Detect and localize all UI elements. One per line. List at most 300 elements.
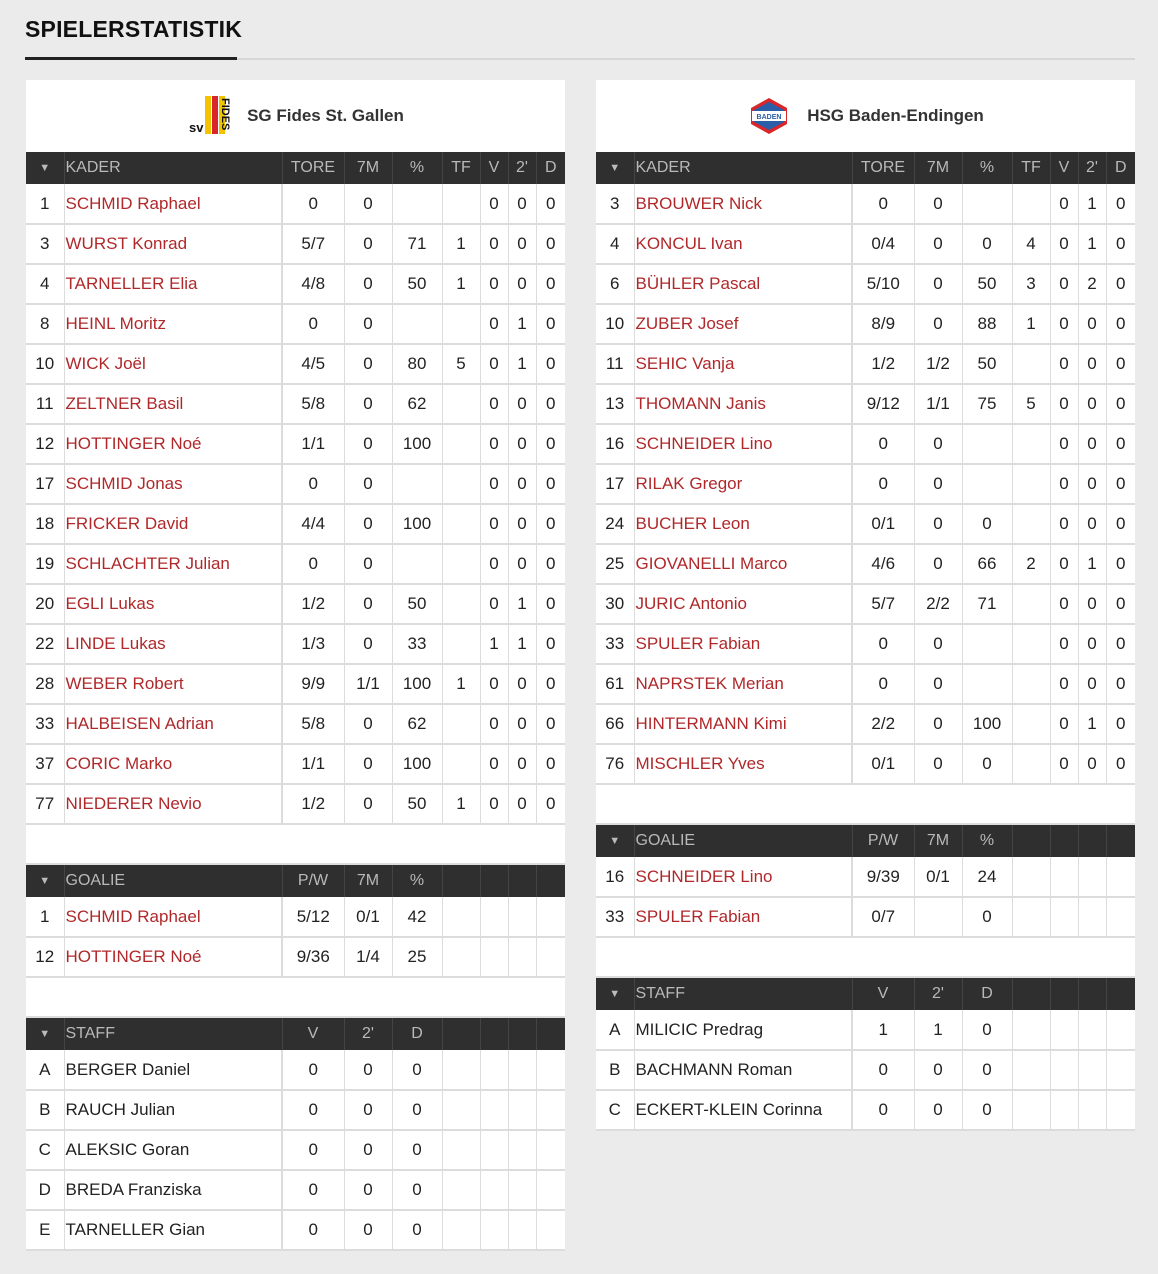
stat-cell: 0: [536, 744, 565, 784]
stat-cell: 0: [508, 704, 536, 744]
empty-cell: [1050, 897, 1078, 937]
stat-cell: 0: [962, 1090, 1012, 1130]
stat-cell: 0: [1106, 544, 1135, 584]
empty-cell: [1106, 897, 1135, 937]
player-row: [596, 384, 1135, 424]
goalie-row: [26, 937, 565, 977]
stat-cell: 1/1: [344, 664, 392, 704]
stat-cell: 0: [1050, 664, 1078, 704]
player-row: [26, 704, 565, 744]
staff-name: ALEKSIC Goran: [64, 1130, 282, 1170]
stat-cell: 80: [392, 344, 442, 384]
player-name-link[interactable]: HEINL Moritz: [64, 304, 282, 344]
stat-cell: 1/2: [282, 784, 344, 824]
stat-cell: 0: [852, 624, 914, 664]
staff-name: BACHMANN Roman: [634, 1050, 852, 1090]
stat-cell: 0: [914, 544, 962, 584]
empty-cell: [480, 1170, 508, 1210]
player-name-link[interactable]: TARNELLER Elia: [64, 264, 282, 304]
stat-cell: [442, 304, 480, 344]
player-name-link[interactable]: ZUBER Josef: [634, 304, 852, 344]
stat-cell: [442, 704, 480, 744]
jersey-number: 12: [26, 937, 64, 977]
column-header-empty: [1078, 825, 1106, 857]
table-spacer: [26, 977, 565, 1017]
empty-cell: [480, 1090, 508, 1130]
table-header-row: [596, 978, 1135, 1010]
player-name-link[interactable]: WURST Konrad: [64, 224, 282, 264]
player-name-link[interactable]: RILAK Gregor: [634, 464, 852, 504]
goalie-table: [26, 865, 565, 1018]
stat-cell: [392, 464, 442, 504]
stat-cell: [1012, 624, 1050, 664]
column-header: D: [392, 1018, 442, 1050]
stat-cell: 0: [344, 784, 392, 824]
column-header: %: [962, 825, 1012, 857]
jersey-number: 22: [26, 624, 64, 664]
stat-cell: 2/2: [852, 704, 914, 744]
stat-cell: 0: [914, 224, 962, 264]
stat-cell: 0: [852, 1050, 914, 1090]
stat-cell: 0: [1106, 384, 1135, 424]
stat-cell: 0: [852, 1090, 914, 1130]
column-header-empty: [1106, 978, 1135, 1010]
sort-toggle-icon[interactable]: ▼: [26, 865, 64, 897]
stat-cell: 0: [1106, 304, 1135, 344]
stat-cell: [962, 624, 1012, 664]
column-header-empty: [1012, 825, 1050, 857]
stat-cell: 0: [914, 664, 962, 704]
empty-cell: [442, 1210, 480, 1250]
table-header-row: [26, 865, 565, 897]
stat-cell: 0: [344, 624, 392, 664]
staff-role: D: [26, 1170, 64, 1210]
column-header-empty: [536, 865, 565, 897]
empty-cell: [1050, 1050, 1078, 1090]
player-name-link[interactable]: SCHNEIDER Lino: [634, 857, 852, 897]
empty-cell: [1012, 897, 1050, 937]
stat-cell: 1: [442, 224, 480, 264]
stat-cell: 0: [1078, 424, 1106, 464]
column-header: %: [392, 152, 442, 184]
jersey-number: 37: [26, 744, 64, 784]
empty-cell: [508, 1210, 536, 1250]
player-row: [26, 344, 565, 384]
empty-cell: [508, 1170, 536, 1210]
player-name-link[interactable]: BÜHLER Pascal: [634, 264, 852, 304]
stat-cell: 50: [392, 784, 442, 824]
stat-cell: 0: [1050, 624, 1078, 664]
stat-cell: 62: [392, 704, 442, 744]
column-header-empty: [1050, 825, 1078, 857]
staff-role: B: [596, 1050, 634, 1090]
column-header-empty: [1012, 978, 1050, 1010]
stat-cell: 0: [914, 504, 962, 544]
stat-cell: [442, 384, 480, 424]
stat-cell: 0: [480, 784, 508, 824]
column-header: TORE: [852, 152, 914, 184]
player-row: [596, 544, 1135, 584]
stat-cell: 0: [508, 264, 536, 304]
stat-cell: 0: [1078, 624, 1106, 664]
column-header-empty: [442, 865, 480, 897]
stat-cell: 0: [480, 464, 508, 504]
stat-cell: 5/8: [282, 384, 344, 424]
player-name-link[interactable]: WICK Joël: [64, 344, 282, 384]
player-name-link[interactable]: SCHMID Raphael: [64, 184, 282, 224]
jersey-number: 33: [26, 704, 64, 744]
stat-cell: 50: [392, 584, 442, 624]
player-name-link[interactable]: NIEDERER Nevio: [64, 784, 282, 824]
column-header: V: [480, 152, 508, 184]
stat-cell: 0/1: [852, 744, 914, 784]
stat-cell: 0: [480, 424, 508, 464]
stat-cell: [1012, 504, 1050, 544]
column-header: KADER: [64, 152, 282, 184]
column-header-empty: [1106, 825, 1135, 857]
stat-cell: [1012, 704, 1050, 744]
stat-cell: 0: [1106, 624, 1135, 664]
stat-cell: 1: [1012, 304, 1050, 344]
player-name-link[interactable]: NAPRSTEK Merian: [634, 664, 852, 704]
player-row: [596, 264, 1135, 304]
player-row: [596, 704, 1135, 744]
stat-cell: 0: [1106, 704, 1135, 744]
player-row: [26, 664, 565, 704]
jersey-number: 13: [596, 384, 634, 424]
empty-cell: [480, 897, 508, 937]
stat-cell: 0/1: [914, 857, 962, 897]
stat-cell: 0: [480, 184, 508, 224]
player-row: [596, 584, 1135, 624]
table-header-row: [26, 152, 565, 184]
stat-cell: [962, 184, 1012, 224]
player-name-link[interactable]: SCHNEIDER Lino: [634, 424, 852, 464]
player-name-link[interactable]: MISCHLER Yves: [634, 744, 852, 784]
stat-cell: 0: [1050, 264, 1078, 304]
stat-cell: 0: [508, 424, 536, 464]
column-header-empty: [1078, 978, 1106, 1010]
stat-cell: 0: [1050, 384, 1078, 424]
stat-cell: 0: [1106, 344, 1135, 384]
stat-cell: 0: [392, 1130, 442, 1170]
staff-name: ECKERT-KLEIN Corinna: [634, 1090, 852, 1130]
jersey-number: 11: [26, 384, 64, 424]
stat-cell: 0: [962, 504, 1012, 544]
player-row: [26, 504, 565, 544]
stat-cell: 75: [962, 384, 1012, 424]
stat-cell: 100: [392, 504, 442, 544]
stat-cell: 0: [480, 704, 508, 744]
stat-cell: 5/8: [282, 704, 344, 744]
player-name-link[interactable]: BROUWER Nick: [634, 184, 852, 224]
jersey-number: 33: [596, 897, 634, 937]
player-row: [596, 224, 1135, 264]
empty-cell: [536, 1210, 565, 1250]
column-header: P/W: [282, 865, 344, 897]
player-name-link[interactable]: WEBER Robert: [64, 664, 282, 704]
stat-cell: 0: [282, 1130, 344, 1170]
column-header: STAFF: [64, 1018, 282, 1050]
column-header: V: [282, 1018, 344, 1050]
player-name-link[interactable]: SEHIC Vanja: [634, 344, 852, 384]
column-header: TF: [442, 152, 480, 184]
stat-cell: 0: [392, 1050, 442, 1090]
player-name-link[interactable]: FRICKER David: [64, 504, 282, 544]
column-header-empty: [508, 865, 536, 897]
staff-name: BREDA Franziska: [64, 1170, 282, 1210]
stat-cell: 0: [1050, 184, 1078, 224]
table-spacer: [596, 784, 1135, 824]
jersey-number: 19: [26, 544, 64, 584]
stat-cell: 0: [344, 384, 392, 424]
empty-cell: [1012, 1010, 1050, 1050]
stat-cell: 3: [1012, 264, 1050, 304]
stat-cell: 0: [914, 624, 962, 664]
stat-cell: 0: [852, 464, 914, 504]
player-name-link[interactable]: BUCHER Leon: [634, 504, 852, 544]
empty-cell: [480, 1050, 508, 1090]
stat-cell: 0: [508, 784, 536, 824]
stat-cell: 0: [392, 1170, 442, 1210]
stat-cell: 0: [1050, 424, 1078, 464]
stat-cell: 0: [1050, 584, 1078, 624]
jersey-number: 61: [596, 664, 634, 704]
stat-cell: 0: [536, 384, 565, 424]
stat-cell: 1: [1078, 544, 1106, 584]
jersey-number: 1: [26, 184, 64, 224]
stat-cell: 100: [962, 704, 1012, 744]
stat-cell: 0: [344, 544, 392, 584]
staff-name: RAUCH Julian: [64, 1090, 282, 1130]
empty-cell: [1078, 857, 1106, 897]
player-name-link[interactable]: LINDE Lukas: [64, 624, 282, 664]
empty-cell: [1012, 857, 1050, 897]
stat-cell: 1/1: [282, 744, 344, 784]
player-name-link[interactable]: SCHMID Jonas: [64, 464, 282, 504]
stat-cell: 8/9: [852, 304, 914, 344]
player-name-link[interactable]: THOMANN Janis: [634, 384, 852, 424]
stat-cell: 0: [1106, 744, 1135, 784]
column-header: STAFF: [634, 978, 852, 1010]
stat-cell: 50: [962, 344, 1012, 384]
player-row: [26, 584, 565, 624]
stat-cell: 0: [914, 264, 962, 304]
column-header: KADER: [634, 152, 852, 184]
player-row: [596, 184, 1135, 224]
stat-cell: 0: [1078, 464, 1106, 504]
column-header-empty: [508, 1018, 536, 1050]
stat-cell: 1: [1078, 224, 1106, 264]
stat-cell: 0: [536, 424, 565, 464]
jersey-number: 76: [596, 744, 634, 784]
player-row: [26, 624, 565, 664]
staff-row: [26, 1210, 565, 1250]
stat-cell: 1/4: [344, 937, 392, 977]
stat-cell: 0: [344, 304, 392, 344]
player-name-link[interactable]: SPULER Fabian: [634, 624, 852, 664]
stat-cell: 0: [282, 544, 344, 584]
svg-text:FIDES: FIDES: [219, 98, 232, 131]
empty-cell: [1012, 1050, 1050, 1090]
stat-cell: 88: [962, 304, 1012, 344]
staff-role: B: [26, 1090, 64, 1130]
stat-cell: [1012, 344, 1050, 384]
stat-cell: 0: [536, 784, 565, 824]
player-name-link[interactable]: SPULER Fabian: [634, 897, 852, 937]
stat-cell: 0: [914, 464, 962, 504]
player-name-link[interactable]: HALBEISEN Adrian: [64, 704, 282, 744]
stat-cell: 0: [480, 344, 508, 384]
player-row: [26, 264, 565, 304]
staff-table: [26, 1018, 565, 1251]
stat-cell: 0/1: [344, 897, 392, 937]
team-column-away: [596, 80, 1135, 1131]
stat-cell: [962, 464, 1012, 504]
spacer-cell: [596, 784, 1135, 824]
stat-cell: [442, 424, 480, 464]
stat-cell: 0: [480, 544, 508, 584]
stat-cell: 33: [392, 624, 442, 664]
empty-cell: [480, 937, 508, 977]
jersey-number: 16: [596, 857, 634, 897]
empty-cell: [536, 1050, 565, 1090]
player-name-link[interactable]: KONCUL Ivan: [634, 224, 852, 264]
column-header: 2': [1078, 152, 1106, 184]
jersey-number: 1: [26, 897, 64, 937]
player-name-link[interactable]: CORIC Marko: [64, 744, 282, 784]
stat-cell: [1012, 464, 1050, 504]
spacer-cell: [596, 937, 1135, 977]
stat-cell: 0: [1050, 544, 1078, 584]
jersey-number: 77: [26, 784, 64, 824]
stat-cell: 0: [344, 264, 392, 304]
stat-cell: [442, 624, 480, 664]
stat-cell: 0: [344, 504, 392, 544]
stat-cell: 0: [480, 664, 508, 704]
team-name: SG Fides St. Gallen: [247, 106, 404, 125]
sv-fides-logo: [187, 94, 231, 138]
player-name-link[interactable]: HINTERMANN Kimi: [634, 704, 852, 744]
stat-cell: 0: [392, 1090, 442, 1130]
staff-role: E: [26, 1210, 64, 1250]
stat-cell: 0: [480, 224, 508, 264]
column-header: V: [1050, 152, 1078, 184]
stat-cell: [442, 584, 480, 624]
stat-cell: 1/2: [914, 344, 962, 384]
stat-cell: 0: [536, 344, 565, 384]
empty-cell: [1106, 857, 1135, 897]
stat-cell: 0: [536, 304, 565, 344]
stat-cell: 0: [480, 264, 508, 304]
stat-cell: 0: [536, 264, 565, 304]
stat-cell: 0: [1106, 464, 1135, 504]
stat-cell: 0: [344, 1050, 392, 1090]
stat-cell: 66: [962, 544, 1012, 584]
stat-cell: 0: [914, 704, 962, 744]
player-name-link[interactable]: HOTTINGER Noé: [64, 424, 282, 464]
jersey-number: 3: [596, 184, 634, 224]
stat-cell: 0: [282, 1210, 344, 1250]
jersey-number: 24: [596, 504, 634, 544]
empty-cell: [1106, 1090, 1135, 1130]
column-header: 2': [508, 152, 536, 184]
player-name-link[interactable]: GIOVANELLI Marco: [634, 544, 852, 584]
stat-cell: 0: [1106, 224, 1135, 264]
stat-cell: 0: [1106, 184, 1135, 224]
stat-cell: 0: [282, 1170, 344, 1210]
player-name-link[interactable]: SCHMID Raphael: [64, 897, 282, 937]
stat-cell: 0: [508, 224, 536, 264]
player-name-link[interactable]: EGLI Lukas: [64, 584, 282, 624]
stat-cell: 62: [392, 384, 442, 424]
empty-cell: [1050, 1090, 1078, 1130]
stat-cell: 0: [852, 184, 914, 224]
jersey-number: 16: [596, 424, 634, 464]
jersey-number: 10: [596, 304, 634, 344]
stat-cell: 0: [852, 664, 914, 704]
stat-cell: 5: [1012, 384, 1050, 424]
column-header: TORE: [282, 152, 344, 184]
stat-cell: 1/3: [282, 624, 344, 664]
staff-row: [596, 1010, 1135, 1050]
player-name-link[interactable]: ZELTNER Basil: [64, 384, 282, 424]
player-row: [26, 424, 565, 464]
player-row: [26, 384, 565, 424]
empty-cell: [1078, 1090, 1106, 1130]
jersey-number: 20: [26, 584, 64, 624]
jersey-number: 10: [26, 344, 64, 384]
stat-cell: 0: [282, 1090, 344, 1130]
table-spacer: [596, 937, 1135, 977]
table-spacer: [26, 824, 565, 864]
stat-cell: 0/1: [852, 504, 914, 544]
jersey-number: 17: [596, 464, 634, 504]
empty-cell: [536, 1130, 565, 1170]
sort-toggle-icon[interactable]: ▼: [596, 152, 634, 184]
stat-cell: 0: [536, 584, 565, 624]
stat-cell: 0: [508, 464, 536, 504]
stat-cell: 0: [536, 464, 565, 504]
sort-toggle-icon[interactable]: ▼: [596, 978, 634, 1010]
staff-role: A: [26, 1050, 64, 1090]
sort-toggle-icon[interactable]: ▼: [26, 152, 64, 184]
stat-cell: [1012, 744, 1050, 784]
jersey-number: 8: [26, 304, 64, 344]
empty-cell: [442, 1090, 480, 1130]
stat-cell: 1: [508, 344, 536, 384]
player-row: [26, 184, 565, 224]
player-name-link[interactable]: SCHLACHTER Julian: [64, 544, 282, 584]
stat-cell: 1: [480, 624, 508, 664]
sort-toggle-icon[interactable]: ▼: [26, 1018, 64, 1050]
player-name-link[interactable]: JURIC Antonio: [634, 584, 852, 624]
stat-cell: [392, 544, 442, 584]
column-header-empty: [480, 865, 508, 897]
table-header-row: [596, 152, 1135, 184]
stat-cell: 1/1: [914, 384, 962, 424]
sort-toggle-icon[interactable]: ▼: [596, 825, 634, 857]
stat-cell: [962, 664, 1012, 704]
goalie-row: [26, 897, 565, 937]
stat-cell: [442, 744, 480, 784]
stat-cell: 50: [392, 264, 442, 304]
stat-cell: 0: [536, 664, 565, 704]
player-name-link[interactable]: HOTTINGER Noé: [64, 937, 282, 977]
kader-table: [26, 152, 565, 865]
stat-cell: 0: [344, 1130, 392, 1170]
stat-cell: 0: [914, 744, 962, 784]
